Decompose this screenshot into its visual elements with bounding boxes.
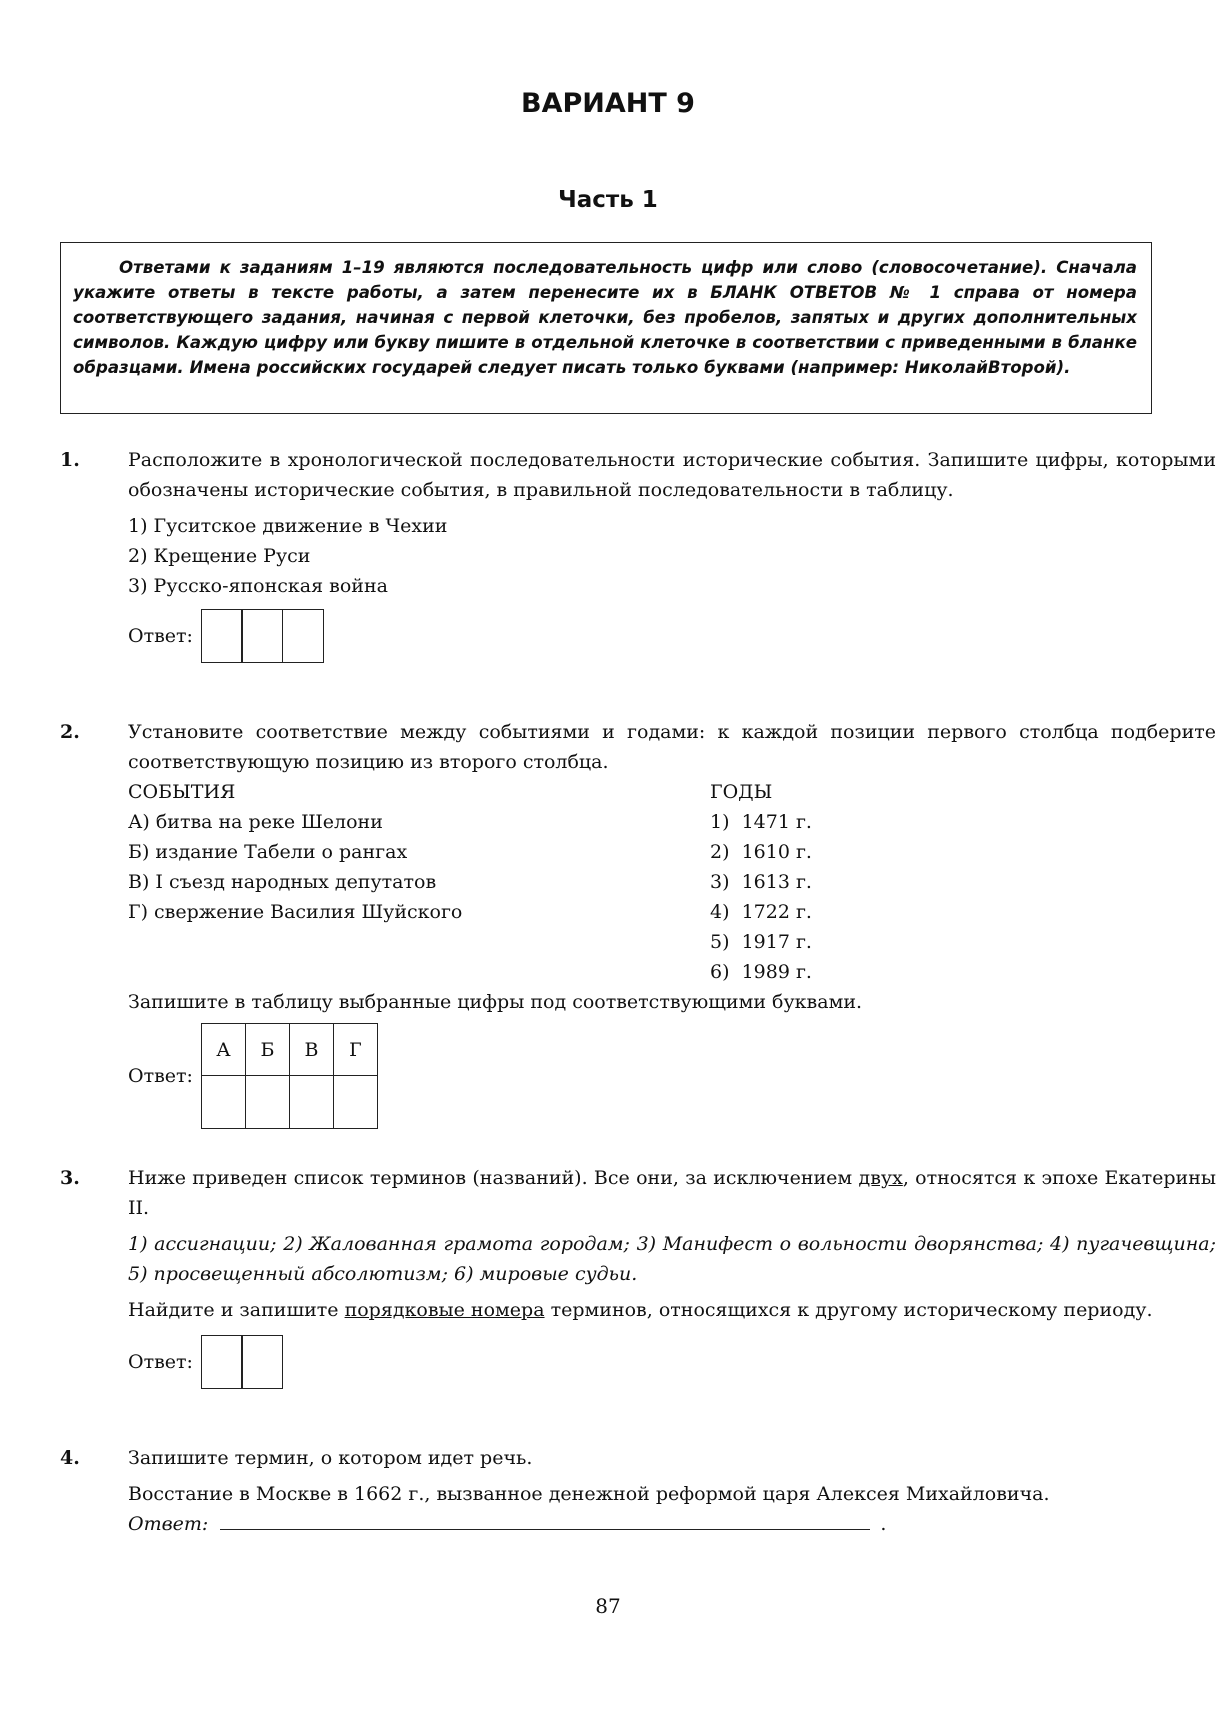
answer-cell[interactable] (282, 609, 324, 663)
answer-row (128, 1509, 1216, 1539)
list-item: 1) Гуситское движение в Чехии (128, 515, 448, 537)
answer-cell[interactable] (333, 1076, 377, 1129)
answer-label: Ответ: (128, 625, 193, 647)
answer-cells (201, 1335, 284, 1389)
column-header: ГОДЫ (710, 781, 773, 803)
task-number: 4. (60, 1447, 80, 1469)
answer-cell[interactable] (201, 1335, 243, 1389)
list-item: 2) Крещение Руси (128, 545, 311, 567)
answer-cell[interactable] (245, 1076, 289, 1129)
answer-label: Ответ: (128, 1351, 193, 1373)
underlined-phrase: порядковые номера (344, 1299, 545, 1321)
task-instruction: Запишите в таблицу выбранные цифры под соответствующими буквами. (128, 991, 863, 1013)
years-column (710, 777, 812, 987)
year-item: 1) 1471 г. (710, 811, 812, 833)
table-letter: Г (333, 1024, 377, 1076)
event-item: В) I съезд народных депутатов (128, 871, 437, 893)
answer-row (128, 1023, 1216, 1129)
answer-cell[interactable] (241, 1335, 283, 1389)
year-item: 3) 1613 г. (710, 871, 812, 893)
terms-list: 1) ассигнации; 2) Жалованная грамота городам; 3) Манифест о вольности дворянства; 4) пугачевщина; 5) просвещенный абсолютизм; 6) мировые судьи. (128, 1233, 1216, 1285)
answer-row (128, 609, 1216, 663)
task-text: Установите соответствие между событиями и годами: к каждой позиции первого столбца подберите соответствующую позицию из второго столбца. (128, 721, 1216, 773)
year-item: 6) 1989 г. (710, 961, 812, 983)
answer-cell[interactable] (289, 1076, 333, 1129)
task-text: Ниже приведен список терминов (названий). Все они, за исключением двух, относятся к эпохе Екатерины II. (128, 1167, 1216, 1219)
year-item: 2) 1610 г. (710, 841, 812, 863)
find-instruction: Найдите и запишите порядковые номера терминов, относящихся к другому историческому периоду. (128, 1299, 1153, 1321)
column-header: СОБЫТИЯ (128, 781, 236, 803)
year-item: 4) 1722 г. (710, 901, 812, 923)
end-mark: . (880, 1513, 887, 1535)
answer-cells (201, 609, 324, 663)
task-text: Запишите термин, о котором идет речь. (128, 1447, 533, 1469)
answer-cell[interactable] (201, 1076, 245, 1129)
table-letter: Б (245, 1024, 289, 1076)
answer-table (201, 1023, 378, 1129)
event-item: Г) свержение Василия Шуйского (128, 901, 463, 923)
instructions-box: Ответами к заданиям 1–19 являются последовательность цифр или слово (словосочетание). Сначала укажите ответы в тексте работы, а затем перенесите их в БЛАНК ОТВЕТОВ № 1 справа от номера соответствующего задания, начиная с первой клеточки, без пробелов, запятых и других дополнительных символов. Каждую цифру или букву пишите в отдельной клеточке в соответствии с приведенными в бланке образцами. Имена российских государей следует писать только буквами (например: НиколайВторой). (60, 242, 1152, 414)
part-title: Часть 1 (558, 187, 658, 213)
table-letter: В (289, 1024, 333, 1076)
task-number: 2. (60, 721, 80, 743)
event-item: Б) издание Табели о рангах (128, 841, 408, 863)
answer-line[interactable] (220, 1509, 870, 1530)
variant-title: ВАРИАНТ 9 (521, 88, 695, 119)
page-number: 87 (595, 1594, 621, 1618)
task-number: 1. (60, 449, 80, 471)
answer-label: Ответ: (128, 1065, 193, 1087)
underlined-word: двух (858, 1167, 903, 1189)
task-number: 3. (60, 1167, 80, 1189)
answer-row (128, 1335, 1216, 1389)
task-description: Восстание в Москве в 1662 г., вызванное денежной реформой царя Алексея Михайловича. (128, 1483, 1050, 1505)
event-item: А) битва на реке Шелони (128, 811, 383, 833)
task-text: Расположите в хронологической последовательности исторические события. Запишите цифры, которыми обозначены исторические события, в правильной последовательности в таблицу. (128, 449, 1216, 501)
table-letter: А (201, 1024, 245, 1076)
answer-cell[interactable] (201, 609, 243, 663)
match-columns (128, 777, 1216, 987)
year-item: 5) 1917 г. (710, 931, 812, 953)
answer-cell[interactable] (241, 609, 283, 663)
events-column (128, 777, 462, 927)
list-item: 3) Русско-японская война (128, 575, 388, 597)
answer-label: Ответ: (128, 1513, 209, 1535)
